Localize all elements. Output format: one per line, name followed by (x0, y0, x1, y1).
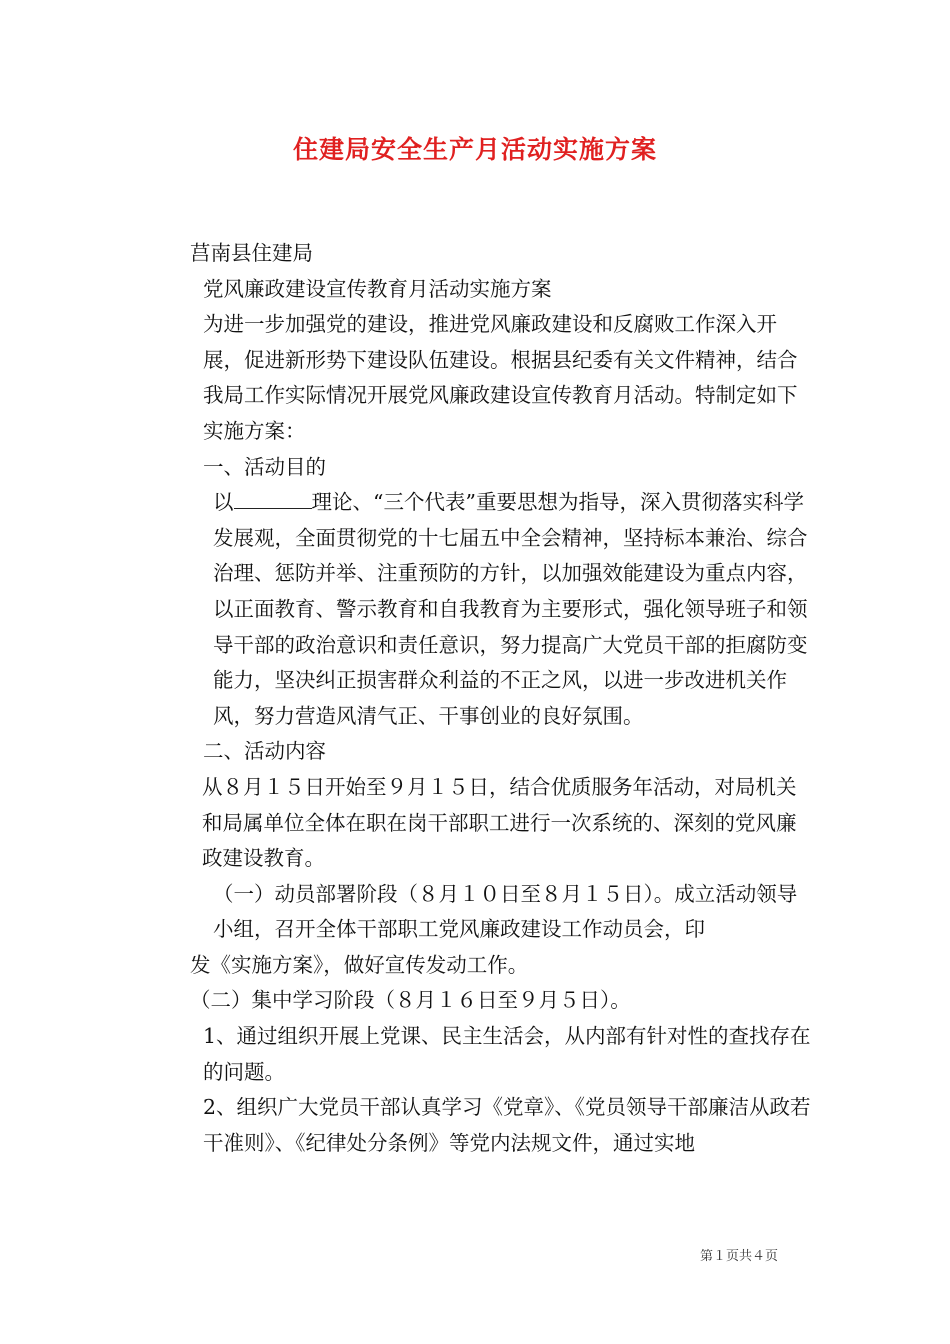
paragraph-phase-two: （二）集中学习阶段（８月１６日至９月５日）。 (190, 988, 631, 1013)
section-heading-purpose: 一、活动目的 (203, 454, 326, 479)
org-name: 莒南县住建局 (190, 241, 313, 265)
list-item-2: 2、组织广大党员干部认真学习《党章》、《党员领导干部廉洁从政若干准则》、《纪律处分条例》等党内法规文件，通过实地 (203, 1095, 811, 1155)
section-heading-content: 二、活动内容 (203, 739, 326, 764)
paragraph-content: 从８月１５日开始至９月１５日，结合优质服务年活动，对局机关和局属单位全体在职在岗干部职工进行一次系统的、深刻的党风廉政建设教育。 (202, 774, 797, 871)
paragraph-purpose (146, 485, 816, 734)
document-title: 住建局安全生产月活动实施方案 (292, 135, 657, 164)
document-body (146, 236, 816, 1161)
purpose-text: 理论、“三个代表”重要思想为指导，深入贯彻落实科学发展观，全面贯彻党的十七届五中全会精神，坚持标本兼治、综合治理、惩防并举、注重预防的方针，以加强效能建设为重点内容，以正面教育、警示教育和自我教育为主要形式，强化领导班子和领导干部的政治意识和责任意识，努力提高广大党员干部的拒腐防变能力，坚决纠正损害群众利益的不正之风，以进一步改进机关作风，努力营造风清气正、干事创业的良好氛围。 (213, 490, 808, 728)
paragraph-phase-one-cont: 发《实施方案》，做好宣传发动工作。 (190, 952, 529, 977)
list-item-1: 1、通过组织开展上党课、民主生活会，从内部有针对性的查找存在的问题。 (203, 1024, 811, 1084)
paragraph-phase-one: （一）动员部署阶段（８月１０日至８月１５日）。成立活动领导小组，召开全体干部职工党风廉政建设工作动员会，印 (213, 881, 798, 942)
blank-underline (234, 490, 312, 509)
paragraph-intro: 为进一步加强党的建设，推进党风廉政建设和反腐败工作深入开展，促进新形势下建设队伍建设。根据县纪委有关文件精神，结合我局工作实际情况开展党风廉政建设宣传教育月活动。特制定如下实施方案： (203, 312, 798, 443)
purpose-lead: 以 (213, 490, 234, 515)
subtitle-line: 党风廉政建设宣传教育月活动实施方案 (203, 276, 552, 301)
page-number: 第１页共４页 (700, 1249, 779, 1264)
